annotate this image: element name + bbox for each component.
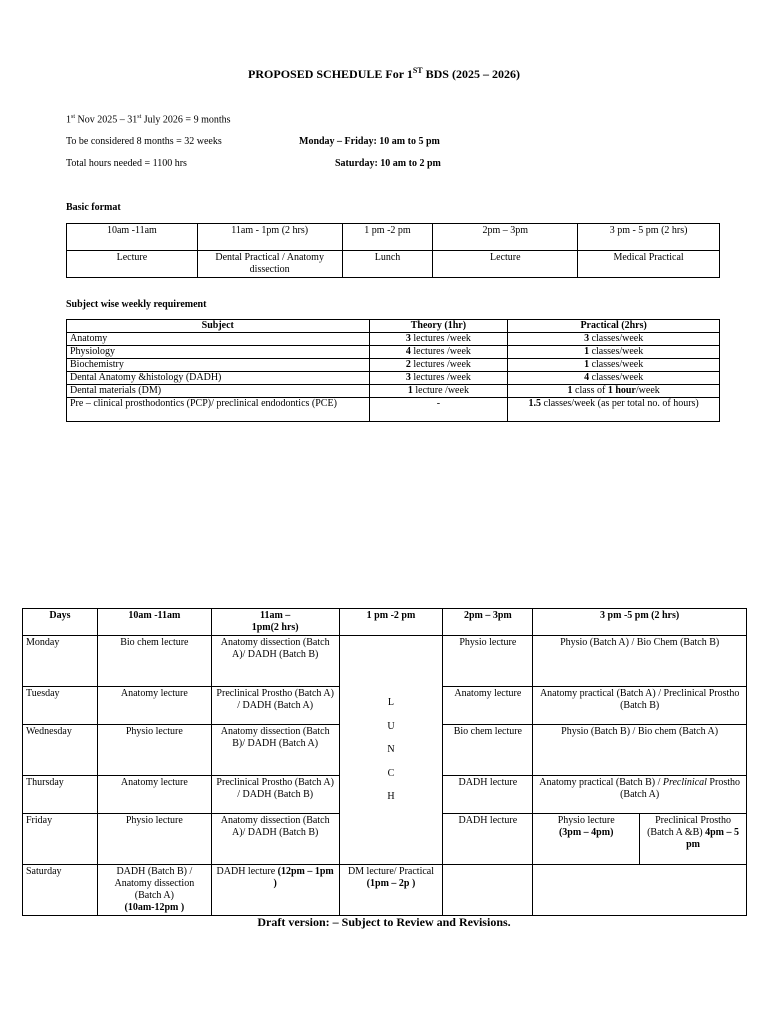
theory-cell: 3 lectures /week	[369, 372, 508, 385]
slot-cell: Preclinical Prostho (Batch A) / DADH (Batch A)	[211, 687, 339, 725]
schedule-row-saturday	[23, 865, 747, 916]
basic-format-header-row	[67, 224, 720, 251]
subject-requirement-table	[66, 319, 720, 422]
slot-cell: Physio lecture	[97, 814, 211, 865]
saturday-hours: Saturday: 10 am to 2 pm	[335, 158, 441, 169]
subject-row	[67, 346, 720, 359]
subject-name: Anatomy	[67, 333, 370, 346]
weekday-hours: Monday – Friday: 10 am to 5 pm	[299, 136, 440, 147]
practical-cell: 1 classes/week	[508, 346, 720, 359]
slot-cell: Anatomy dissection (Batch B)/ DADH (Batch A)	[211, 725, 339, 776]
basic-cell: Lunch	[342, 251, 433, 278]
basic-cell: Dental Practical / Anatomy dissection	[197, 251, 342, 278]
subject-row	[67, 398, 720, 422]
slot-cell: DADH lecture	[443, 776, 533, 814]
slot-cell: DADH lecture	[443, 814, 533, 865]
subject-header-row	[67, 320, 720, 333]
lunch-letter: H	[387, 791, 395, 803]
draft-notice: Draft version: – Subject to Review and Revisions.	[257, 915, 511, 929]
slot-cell: Physio lecture (3pm – 4pm)	[533, 814, 640, 865]
total-hours-line: Total hours needed = 1100 hrs	[66, 158, 187, 169]
slot-cell: Anatomy lecture	[443, 687, 533, 725]
subject-row	[67, 372, 720, 385]
slot-cell: DADH lecture (12pm – 1pm )	[211, 865, 339, 916]
practical-cell: 3 classes/week	[508, 333, 720, 346]
basic-cell: Lecture	[67, 251, 198, 278]
schedule-header-cell: 10am -11am	[97, 609, 211, 636]
empty-cell	[533, 865, 747, 916]
lunch-column	[339, 636, 443, 865]
theory-cell: 2 lectures /week	[369, 359, 508, 372]
schedule-header-row	[23, 609, 747, 636]
subject-row	[67, 359, 720, 372]
basic-format-table	[66, 223, 720, 278]
basic-header-cell: 3 pm - 5 pm (2 hrs)	[578, 224, 720, 251]
lunch-letter: U	[387, 720, 395, 732]
slot-cell: Physio lecture	[443, 636, 533, 687]
day-cell: Wednesday	[23, 725, 98, 776]
slot-cell: Preclinical Prostho (Batch A) / DADH (Batch B)	[211, 776, 339, 814]
subject-row	[67, 333, 720, 346]
practical-cell: 4 classes/week	[508, 372, 720, 385]
day-cell: Thursday	[23, 776, 98, 814]
empty-cell	[443, 865, 533, 916]
slot-cell: Physio (Batch B) / Bio chem (Batch A)	[533, 725, 747, 776]
subject-name: Dental Anatomy &histology (DADH)	[67, 372, 370, 385]
day-cell: Friday	[23, 814, 98, 865]
slot-cell: Physio (Batch A) / Bio Chem (Batch B)	[533, 636, 747, 687]
weeks-line: To be considered 8 months = 32 weeks	[66, 136, 222, 147]
theory-cell: 1 lecture /week	[369, 385, 508, 398]
basic-cell: Medical Practical	[578, 251, 720, 278]
day-cell: Monday	[23, 636, 98, 687]
schedule-header-cell: 3 pm -5 pm (2 hrs)	[533, 609, 747, 636]
slot-cell: Anatomy lecture	[97, 687, 211, 725]
schedule-header-cell: Days	[23, 609, 98, 636]
subject-header-cell: Subject	[67, 320, 370, 333]
subject-header-cell: Practical (2hrs)	[508, 320, 720, 333]
schedule-row-monday	[23, 636, 747, 687]
slot-cell: DADH (Batch B) / Anatomy dissection (Batch A) (10am-12pm )	[97, 865, 211, 916]
basic-header-cell: 2pm – 3pm	[433, 224, 578, 251]
practical-cell: 1 classes/week	[508, 359, 720, 372]
basic-header-cell: 11am - 1pm (2 hrs)	[197, 224, 342, 251]
theory-cell: 4 lectures /week	[369, 346, 508, 359]
theory-cell: -	[369, 398, 508, 422]
slot-cell: DM lecture/ Practical (1pm – 2p )	[339, 865, 443, 916]
day-cell: Saturday	[23, 865, 98, 916]
basic-format-heading: Basic format	[66, 202, 121, 213]
lunch-letter: N	[387, 744, 395, 756]
slot-cell: Anatomy practical (Batch A) / Preclinical Prostho (Batch B)	[533, 687, 747, 725]
lunch-letter: C	[387, 767, 395, 779]
theory-cell: 3 lectures /week	[369, 333, 508, 346]
schedule-header-cell: 2pm – 3pm	[443, 609, 533, 636]
subject-name: Biochemistry	[67, 359, 370, 372]
lunch-letter: L	[387, 697, 395, 709]
basic-header-cell: 10am -11am	[67, 224, 198, 251]
subject-name: Physiology	[67, 346, 370, 359]
schedule-header-cell: 11am – 1pm(2 hrs)	[211, 609, 339, 636]
practical-cell: 1.5 classes/week (as per total no. of hours)	[508, 398, 720, 422]
slot-cell: Anatomy lecture	[97, 776, 211, 814]
basic-cell: Lecture	[433, 251, 578, 278]
slot-cell: Anatomy dissection (Batch A)/ DADH (Batch B)	[211, 814, 339, 865]
slot-cell: Physio lecture	[97, 725, 211, 776]
basic-format-row	[67, 251, 720, 278]
slot-cell: Bio chem lecture	[443, 725, 533, 776]
day-cell: Tuesday	[23, 687, 98, 725]
slot-cell: Preclinical Prostho (Batch A &B) 4pm – 5 pm	[640, 814, 747, 865]
subject-row	[67, 385, 720, 398]
slot-cell: Bio chem lecture	[97, 636, 211, 687]
weekly-schedule-table	[22, 608, 747, 916]
practical-cell: 1 class of 1 hour/week	[508, 385, 720, 398]
slot-cell: Anatomy practical (Batch B) / Preclinical Prostho (Batch A)	[533, 776, 747, 814]
subject-header-cell: Theory (1hr)	[369, 320, 508, 333]
subject-name: Pre – clinical prosthodontics (PCP)/ preclinical endodontics (PCE)	[67, 398, 370, 422]
schedule-header-cell: 1 pm -2 pm	[339, 609, 443, 636]
basic-header-cell: 1 pm -2 pm	[342, 224, 433, 251]
page-title: PROPOSED SCHEDULE For 1ST BDS (2025 – 2026)	[248, 66, 520, 81]
subject-requirement-heading: Subject wise weekly requirement	[66, 299, 207, 310]
subject-name: Dental materials (DM)	[67, 385, 370, 398]
slot-cell: Anatomy dissection (Batch A)/ DADH (Batch B)	[211, 636, 339, 687]
date-range-line: 1st Nov 2025 – 31st July 2026 = 9 months	[66, 114, 231, 126]
